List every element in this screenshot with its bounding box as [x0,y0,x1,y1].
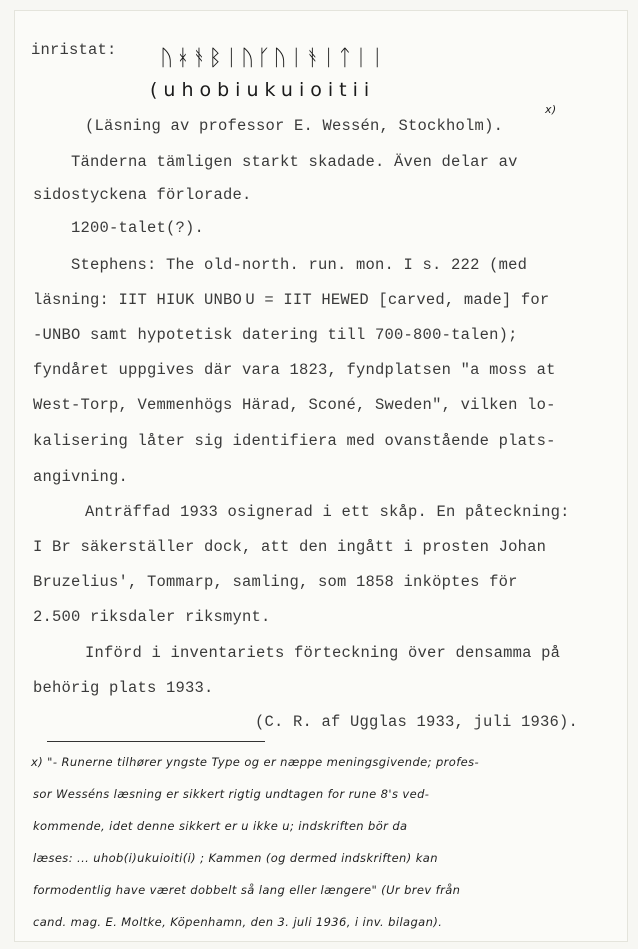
text-line: sidostyckena förlorade. [33,186,252,204]
footnote-line: x) "- Runerne tilhører yngste Type og er næppe meningsgivende; profes- [31,755,480,769]
transliteration: (uhobiukuioitii [150,79,376,101]
signature: (C. R. af Ugglas 1933, juli 1936). [255,713,579,731]
text-line: behörig plats 1933. [33,679,214,697]
footnote-marker: x) [545,103,557,116]
footnote-line: kommende, idet denne sikkert er u ikke u; indskriften bör da [33,819,408,833]
reading-attribution: (Läsning av professor E. Wessén, Stockholm). [85,117,504,135]
text-line: Bruzelius', Tommarp, samling, som 1858 inköptes för [33,573,518,591]
text-line: 1200-talet(?). [71,219,205,237]
text-line: -UNBO samt hypotetisk datering till 700-800-talen); [33,326,518,344]
catalog-card [14,10,628,942]
signature-rule [47,741,265,742]
text-line: läsning: IIT HIUK UNBO U = IIT HEWED [carved, made] for [33,291,550,309]
text-line: 2.500 riksdaler riksmynt. [33,608,271,626]
footnote-line: formodentlig have været dobbelt så lang eller længere" (Ur brev från [33,883,461,897]
footnote-line: sor Wesséns læsning er sikkert rigtig undtagen for rune 8's ved- [33,787,430,801]
text-line: Stephens: The old-north. run. mon. I s. 222 (med [71,256,528,274]
footnote-line: læses: ... uhob(i)ukuioiti(i) ; Kammen (og dermed indskriften) kan [33,851,438,865]
text-line: angivning. [33,468,129,486]
text-line: West-Torp, Vemmenhögs Härad, Sconé, Sweden", vilken lo- [33,396,556,414]
text-line: I Br säkerställer dock, att den ingått i prosten Johan [33,538,547,556]
inscription-label: inristat: [31,41,117,59]
text-line: Anträffad 1933 osignerad i ett skåp. En påteckning: [85,503,570,521]
footnote-line: cand. mag. E. Moltke, Köpenhamn, den 3. juli 1936, i inv. bilagan). [33,915,443,929]
text-line: Införd i inventariets förteckning över densamma på [85,644,561,662]
text-line: kalisering låter sig identifiera med ovanstående plats- [33,432,556,450]
runic-inscription: ᚢᚼᚬᛒᛁᚢᚴᚢᛁᚬᛁᛏᛁᛁ [160,46,387,71]
text-line: fyndåret uppgives där vara 1823, fyndplatsen "a moss at [33,361,556,379]
text-line: Tänderna tämligen starkt skadade. Även delar av [71,153,518,171]
